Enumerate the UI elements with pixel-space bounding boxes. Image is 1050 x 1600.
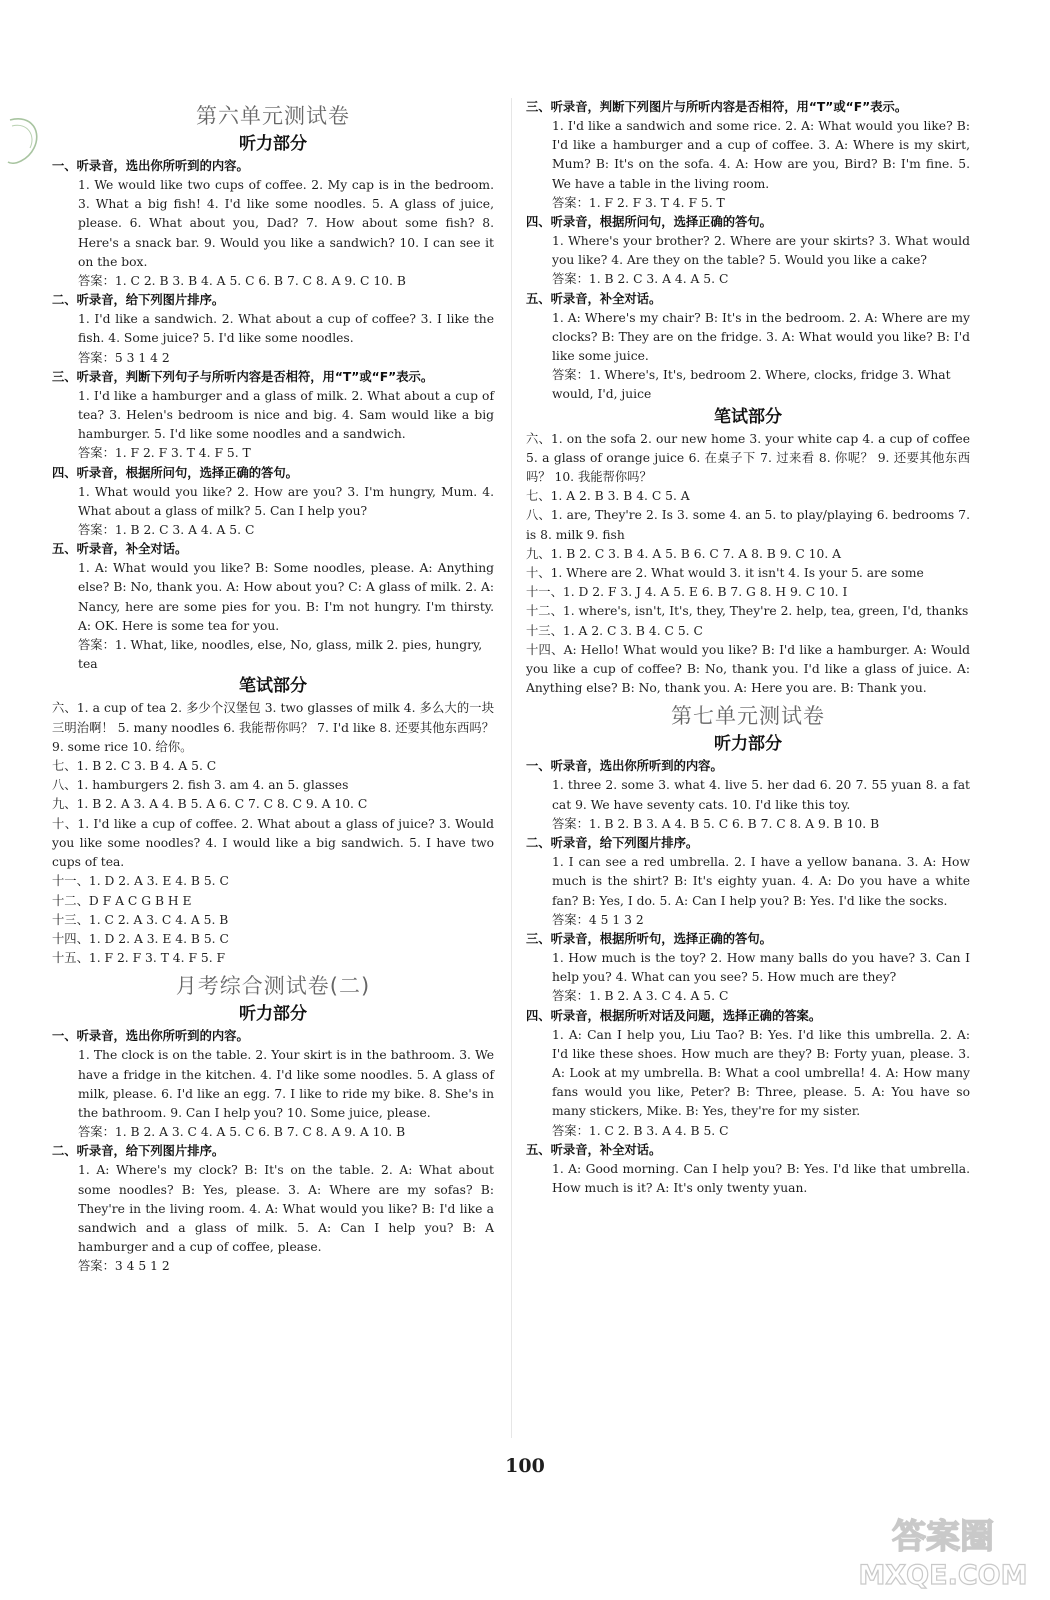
question-heading: 一、听录音，选出你所听到的内容。	[52, 1029, 249, 1044]
transcript-text: 1. I can see a red umbrella. 2. I have a yellow banana. 3. A: How much is the shirt? B: It's eighty yuan. 4. A: Do you have a white fan? B: Yes, I do. 5. A: Can I help you? B: Yes. I'd like the socks.	[552, 855, 970, 908]
written-answer: 十二、1. where's, isn't, It's, they, They're 2. help, tea, green, I'd, thanks	[526, 604, 969, 619]
question-heading: 五、听录音，补全对话。	[526, 1142, 662, 1157]
transcript-text: 1. We would like two cups of coffee. 2. My cap is in the bedroom. 3. What a big fish! 4. I'd like some noodles. 5. A glass of juice, please. 6. What about you, Dad? 7. How about some fish? 8. Here's a snack bar. 9. Would you like a sandwich? 10. I can see it on the box.	[78, 178, 494, 269]
question-heading: 五、听录音，补全对话。	[526, 291, 662, 306]
question-heading: 四、听录音，根据所问句，选择正确的答句。	[52, 465, 298, 480]
written-answer: 六、1. on the sofa 2. our new home 3. your white cap 4. a cup of coffee 5. a glass of orange juice 6. 在桌子下 7. 过来看 8. 你呢？ 9. 还要其他东西吗？ 10. 我能帮你吗？	[526, 431, 970, 485]
written-answer: 十四、1. D 2. A 3. E 4. B 5. C	[52, 931, 229, 946]
transcript-text: 1. three 2. some 3. what 4. live 5. her dad 6. 20 7. 55 yuan 8. a fat cat 9. We have seventy cats. 10. I'd like this toy.	[552, 778, 970, 812]
stamp-icon	[4, 112, 44, 172]
transcript-text: 1. A: What would you like? B: Some noodles, please. A: Anything else? B: No, thank you. A: How about you? C: A glass of milk. 2. A: Nancy, here are some pies for you. B: I'm not hungry. I'm thirsty. A: OK. Here is some tea for you.	[78, 561, 494, 633]
part-heading: 听力部分	[239, 134, 307, 154]
right-column	[526, 98, 970, 1198]
answer-line: 答案：1. B 2. A 3. C 4. A 5. C	[552, 989, 729, 1004]
answer-line: 答案：1. C 2. B 3. B 4. A 5. C 6. B 7. C 8. A 9. C 10. B	[78, 274, 406, 289]
question-heading: 五、听录音，补全对话。	[52, 542, 188, 557]
answer-line: 答案：5 3 1 4 2	[78, 350, 170, 365]
question-heading: 二、听录音，给下列图片排序。	[526, 836, 699, 851]
answer-line: 答案：1. Where's, It's, bedroom 2. Where, clocks, fridge 3. What would, I'd, juice	[552, 368, 951, 402]
transcript-text: 1. What would you like? 2. How are you? 3. I'm hungry, Mum. 4. What about a glass of milk? 5. Can I help you?	[78, 484, 494, 518]
transcript-text: 1. I'd like a sandwich and some rice. 2. A: What would you like? B: I'd like a hamburger and a cup of coffee. 3. A: Where is my skirt, Mum? B: It's on the sofa. 4. A: How are you, Bird? B: I'm fine. 5. We have a table in the living room.	[552, 119, 970, 191]
written-answer: 十二、D F A C G B H E	[52, 893, 192, 908]
transcript-text: 1. A: Where's my clock? B: It's on the table. 2. A: What about some noodles? B: Yes, please. 3. A: Where are my sofas? B: They're in the living room. 4. A: What would you like? B: I'd like a sandwich and a glass of milk. 5. A: Can I help you? B: A hamburger and a cup of coffee, please.	[78, 1163, 494, 1255]
written-answer: 十、1. I'd like a cup of coffee. 2. What about a glass of juice? 3. Would you like some noodles? 4. I would like a big sandwich. 5. I have two cups of tea.	[52, 816, 494, 870]
part-heading: 听力部分	[714, 734, 782, 755]
watermark-logo	[848, 1506, 1038, 1592]
question-heading: 三、听录音，根据所听句，选择正确的答句。	[526, 931, 772, 946]
written-answer: 六、1. a cup of tea 2. 多少个汉堡包 3. two glasses of milk 4. 多么大的一块三明治啊！ 5. many noodles 6. 我能帮你吗？ 7. I'd like 8. 还要其他东西吗？ 9. some rice 10. 给你。	[52, 701, 494, 754]
question-heading: 二、听录音，给下列图片排序。	[52, 293, 225, 308]
answer-line: 答案：1. F 2. F 3. T 4. F 5. T	[552, 195, 725, 210]
transcript-text: 1. I'd like a sandwich. 2. What about a cup of coffee? 3. I like the fish. 4. Some juice? 5. I'd like some noodles.	[78, 312, 494, 346]
answer-line: 答案：1. B 2. C 3. A 4. A 5. C	[552, 272, 729, 287]
answer-line: 答案：4 5 1 3 2	[552, 912, 644, 927]
written-answer: 十三、1. A 2. C 3. B 4. C 5. C	[526, 623, 703, 638]
answer-line: 答案：3 4 5 1 2	[78, 1259, 170, 1274]
transcript-text: 1. A: Where's my chair? B: It's in the bedroom. 2. A: Where are my clocks? B: They are on the fridge. 3. A: What would you like? B: I'd like some juice.	[552, 310, 970, 364]
written-answer: 十四、A: Hello! What would you like? B: I'd like a hamburger. A: Would you like a cup of coffee? B: No, thank you. I'd like a glass of juice. A: Anything else? B: No, thank you. A: Here you are. B: Thank you.	[526, 642, 970, 696]
answer-line: 答案：1. C 2. B 3. A 4. B 5. C	[552, 1123, 729, 1138]
part-heading: 笔试部分	[239, 676, 307, 697]
part-heading: 笔试部分	[714, 406, 782, 427]
svg-text:MXQE.COM: MXQE.COM	[858, 1560, 1028, 1591]
answer-line: 答案：1. B 2. B 3. A 4. B 5. C 6. B 7. C 8. A 9. B 10. B	[552, 816, 880, 831]
transcript-text: 1. The clock is on the table. 2. Your skirt is in the bathroom. 3. We have a fridge in the kitchen. 4. I'd like some noodles. 5. A glass of milk, please. 6. I'd like an egg. 7. I like to ride my bike. 8. She's in the bathroom. 9. Can I help you? 10. Some juice, please.	[78, 1048, 494, 1120]
answer-line: 答案：1. B 2. A 3. C 4. A 5. C 6. B 7. C 8. A 9. A 10. B	[78, 1125, 406, 1140]
written-answer: 七、1. B 2. C 3. B 4. A 5. C	[52, 759, 217, 774]
section-title: 月考综合测试卷(二)	[175, 974, 371, 999]
question-heading: 一、听录音，选出你所听到的内容。	[52, 159, 249, 173]
transcript-text: 1. I'd like a hamburger and a glass of milk. 2. What about a cup of tea? 3. Helen's bedroom is nice and big. 4. Sam would like a big hamburger. 5. I'd like some noodles and a sandwich.	[78, 388, 494, 442]
written-answer: 十五、1. F 2. F 3. T 4. F 5. F	[52, 951, 226, 966]
question-heading: 二、听录音，给下列图片排序。	[52, 1144, 225, 1159]
column-divider	[511, 98, 512, 1438]
written-answer: 七、1. A 2. B 3. B 4. C 5. A	[526, 489, 690, 504]
part-heading: 听力部分	[239, 1004, 307, 1025]
question-heading: 三、听录音，判断下列图片与所听内容是否相符，用“T”或“F”表示。	[526, 100, 908, 114]
written-answer: 八、1. are, They're 2. Is 3. some 4. an 5. to play/playing 6. bedrooms 7. is 8. milk 9. fish	[526, 508, 970, 542]
transcript-text: 1. A: Good morning. Can I help you? B: Yes. I'd like that umbrella. How much is it? A: It's only twenty yuan.	[552, 1161, 970, 1195]
left-column	[52, 98, 494, 1277]
transcript-text: 1. How much is the toy? 2. How many balls do you have? 3. Can I help you? 4. What can you see? 5. How much are they?	[552, 950, 970, 985]
transcript-text: 1. Where's your brother? 2. Where are your skirts? 3. What would you like? 4. Are they on the table? 5. Would you like a cake?	[552, 234, 970, 268]
written-answer: 十一、1. D 2. A 3. E 4. B 5. C	[52, 874, 229, 889]
question-heading: 一、听录音，选出你所听到的内容。	[526, 759, 723, 774]
written-answer: 九、1. B 2. C 3. B 4. A 5. B 6. C 7. A 8. B 9. C 10. A	[526, 546, 842, 561]
written-answer: 十、1. Where are 2. What would 3. it isn't 4. Is your 5. are some	[526, 566, 924, 581]
written-answer: 十一、1. D 2. F 3. J 4. A 5. E 6. B 7. G 8. H 9. C 10. I	[526, 585, 848, 600]
answer-line: 答案：1. F 2. F 3. T 4. F 5. T	[78, 446, 251, 461]
written-answer: 八、1. hamburgers 2. fish 3. am 4. an 5. glasses	[52, 778, 349, 793]
written-answer: 十三、1. C 2. A 3. C 4. A 5. B	[52, 912, 229, 927]
transcript-text: 1. A: Can I help you, Liu Tao? B: Yes. I'd like this umbrella. 2. A: I'd like these shoes. How much are they? B: Forty yuan, please. 3. A: Look at my umbrella. B: What a cool umbrella! 4. A: How many fans would you like, Peter? B: Three, please. 5. A: You have so many stickers, Mike. B: Yes, they're for my sister.	[552, 1027, 970, 1119]
written-answer: 九、1. B 2. A 3. A 4. B 5. A 6. C 7. C 8. C 9. A 10. C	[52, 797, 368, 812]
page-number: 100	[505, 1455, 545, 1477]
section-title: 第七单元测试卷	[671, 704, 825, 729]
question-heading: 四、听录音，根据所问句，选择正确的答句。	[526, 215, 772, 230]
question-heading: 三、听录音，判断下列句子与所听内容是否相符，用“T”或“F”表示。	[52, 369, 434, 384]
section-title: 第六单元测试卷	[196, 104, 350, 128]
answer-line: 答案：1. B 2. C 3. A 4. A 5. C	[78, 523, 255, 538]
question-heading: 四、听录音，根据所听对话及问题，选择正确的答案。	[526, 1008, 822, 1023]
svg-text:答案圈: 答案圈	[892, 1517, 994, 1557]
answer-line: 答案：1. What, like, noodles, else, No, glass, milk 2. pies, hungry, tea	[78, 638, 483, 672]
